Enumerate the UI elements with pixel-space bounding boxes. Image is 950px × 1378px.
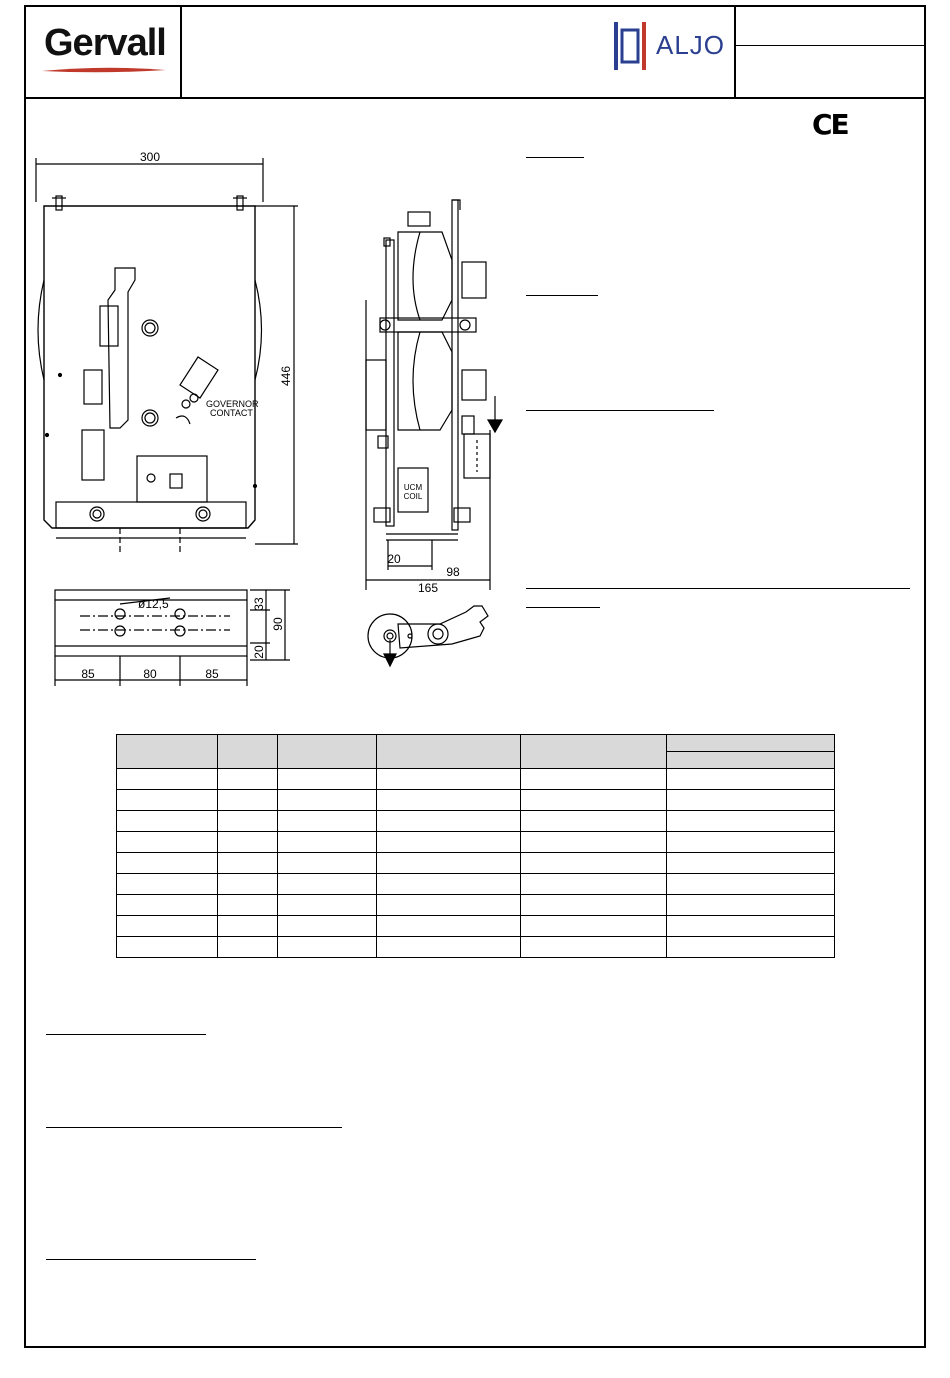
table-cell bbox=[521, 769, 667, 790]
dim-80: 80 bbox=[143, 667, 157, 681]
table-row bbox=[117, 937, 835, 958]
table-header-row bbox=[117, 735, 835, 752]
table-row bbox=[117, 790, 835, 811]
table-cell bbox=[277, 790, 376, 811]
table-cell bbox=[521, 937, 667, 958]
table-row bbox=[117, 832, 835, 853]
dim-hole-diameter: ø12,5 bbox=[138, 597, 169, 611]
table-header-cell bbox=[217, 735, 277, 769]
spec-table bbox=[116, 734, 835, 958]
heading-rule-3 bbox=[526, 410, 714, 411]
table-cell bbox=[376, 916, 521, 937]
table-cell bbox=[376, 811, 521, 832]
table-cell bbox=[217, 790, 277, 811]
table-cell bbox=[667, 895, 835, 916]
dim-height-446: 446 bbox=[279, 365, 293, 387]
table-cell bbox=[277, 874, 376, 895]
table-cell bbox=[376, 790, 521, 811]
table-cell bbox=[667, 811, 835, 832]
table-header-cell bbox=[667, 752, 835, 769]
table-cell bbox=[667, 937, 835, 958]
dim-width-300: 300 bbox=[139, 150, 161, 164]
dim-85-left: 85 bbox=[81, 667, 95, 681]
table-cell bbox=[376, 769, 521, 790]
table-cell bbox=[217, 895, 277, 916]
table-cell bbox=[217, 769, 277, 790]
table-row bbox=[117, 916, 835, 937]
table-cell bbox=[277, 937, 376, 958]
heading-rule-1 bbox=[526, 157, 584, 158]
section-rule-1 bbox=[46, 1034, 206, 1035]
table-cell bbox=[117, 811, 218, 832]
table-cell bbox=[217, 874, 277, 895]
heading-rule-4a bbox=[526, 588, 910, 589]
dim-98: 98 bbox=[446, 565, 460, 579]
table-cell bbox=[376, 853, 521, 874]
table-cell bbox=[521, 853, 667, 874]
table-cell bbox=[667, 769, 835, 790]
table-row bbox=[117, 853, 835, 874]
table-cell bbox=[117, 895, 218, 916]
heading-rule-2 bbox=[526, 295, 598, 296]
table-cell bbox=[376, 832, 521, 853]
table-row bbox=[117, 769, 835, 790]
ce-mark: CE bbox=[812, 108, 848, 141]
table-cell bbox=[277, 916, 376, 937]
governor-label-line2: CONTACT bbox=[210, 408, 253, 418]
aljo-wordmark: ALJO bbox=[656, 30, 726, 60]
table-cell bbox=[117, 790, 218, 811]
table-header-cell bbox=[521, 735, 667, 769]
table-cell bbox=[521, 895, 667, 916]
section-rule-3 bbox=[46, 1259, 256, 1260]
table-cell bbox=[217, 832, 277, 853]
table-cell bbox=[376, 874, 521, 895]
table-cell bbox=[117, 874, 218, 895]
table-cell bbox=[277, 895, 376, 916]
table-cell bbox=[277, 769, 376, 790]
table-row bbox=[117, 895, 835, 916]
table-cell bbox=[667, 853, 835, 874]
dim-33: 33 bbox=[252, 597, 266, 611]
table-cell bbox=[667, 790, 835, 811]
table-header-cell bbox=[376, 735, 521, 769]
table-cell bbox=[117, 832, 218, 853]
table-cell bbox=[117, 916, 218, 937]
table-cell bbox=[521, 916, 667, 937]
table-cell bbox=[217, 853, 277, 874]
ucm-coil-label-line1: UCM bbox=[403, 483, 423, 492]
dim-20-base: 20 bbox=[252, 645, 266, 659]
table-cell bbox=[117, 937, 218, 958]
table-row bbox=[117, 811, 835, 832]
table-cell bbox=[217, 937, 277, 958]
ucm-coil-label-line2: COIL bbox=[403, 492, 423, 501]
table-cell bbox=[521, 874, 667, 895]
dim-165: 165 bbox=[417, 581, 439, 595]
table-header-cell bbox=[277, 735, 376, 769]
table-cell bbox=[667, 916, 835, 937]
table-cell bbox=[667, 874, 835, 895]
table-cell bbox=[217, 916, 277, 937]
table-cell bbox=[117, 769, 218, 790]
table-cell bbox=[521, 811, 667, 832]
table-cell bbox=[217, 811, 277, 832]
gervall-wordmark: Gervall bbox=[44, 22, 166, 64]
dim-85-right: 85 bbox=[205, 667, 219, 681]
table-header-cell bbox=[117, 735, 218, 769]
section-rule-2 bbox=[46, 1127, 342, 1128]
table-cell bbox=[376, 937, 521, 958]
table-cell bbox=[277, 811, 376, 832]
table-cell bbox=[376, 895, 521, 916]
table-cell bbox=[667, 832, 835, 853]
table-cell bbox=[277, 832, 376, 853]
governor-label-line1: GOVERNOR bbox=[206, 399, 259, 409]
table-row bbox=[117, 874, 835, 895]
table-cell bbox=[277, 853, 376, 874]
dim-20-side: 20 bbox=[387, 552, 401, 566]
table-cell bbox=[521, 832, 667, 853]
table-cell bbox=[521, 790, 667, 811]
table-header-cell bbox=[667, 735, 835, 752]
heading-rule-4b bbox=[526, 607, 600, 608]
table-cell bbox=[117, 853, 218, 874]
dim-90: 90 bbox=[271, 617, 285, 631]
